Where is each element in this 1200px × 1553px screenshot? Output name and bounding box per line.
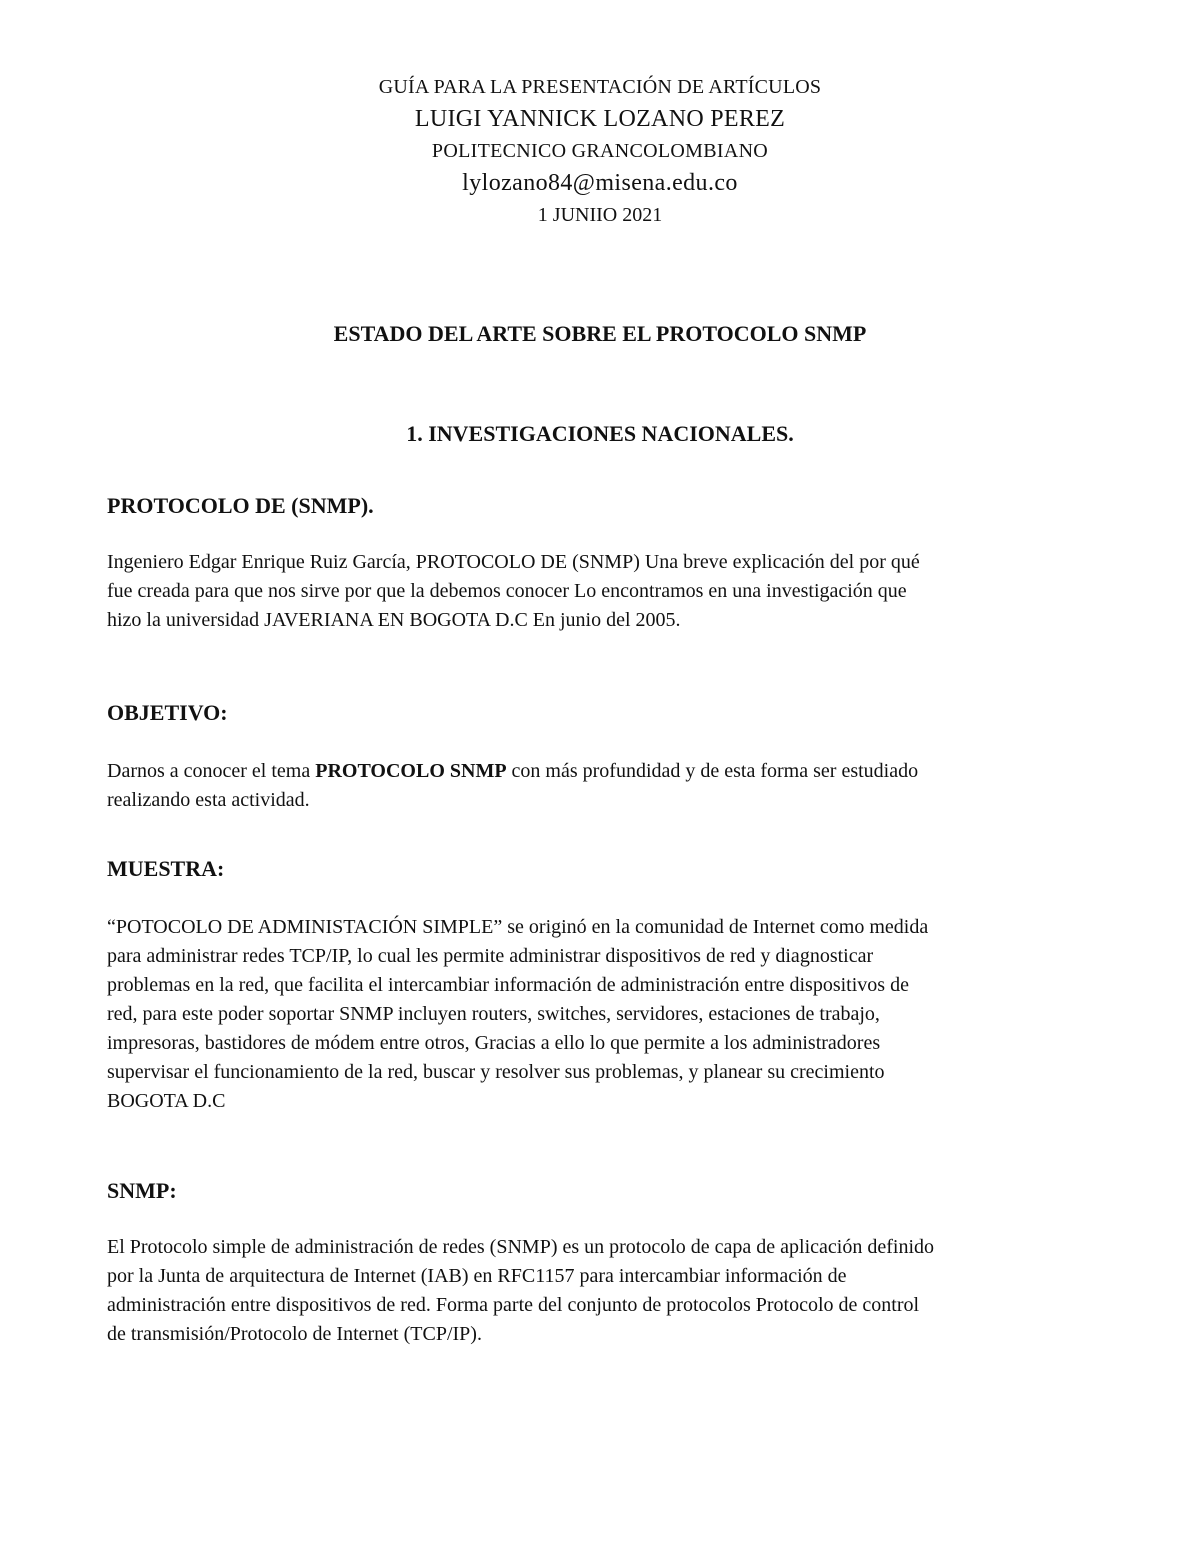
paragraph-line: supervisar el funcionamiento de la red, buscar y resolver sus problemas, y planear su crecimiento	[107, 1061, 885, 1083]
objetivo-text-bold: PROTOCOLO SNMP	[315, 760, 507, 782]
paragraph-objetivo	[107, 757, 1097, 815]
paragraph-line: para administrar redes TCP/IP, lo cual les permite administrar dispositivos de red y diagnosticar	[107, 945, 874, 967]
paragraph-line: hizo la universidad JAVERIANA EN BOGOTA D.C En junio del 2005.	[107, 609, 681, 631]
paragraph-line: administración entre dispositivos de red. Forma parte del conjunto de protocolos Protocolo de control	[107, 1294, 920, 1316]
paragraph-snmp	[107, 1233, 1097, 1349]
paragraph-muestra	[107, 913, 1097, 1116]
paragraph-line: El Protocolo simple de administración de redes (SNMP) es un protocolo de capa de aplicación definido	[107, 1236, 935, 1258]
paragraph-line: realizando esta actividad.	[107, 789, 310, 811]
paragraph-line: “POTOCOLO DE ADMINISTACIÓN SIMPLE” se originó en la comunidad de Internet como medida	[107, 916, 929, 938]
objetivo-text-post: con más profundidad y de esta forma ser estudiado	[506, 760, 919, 782]
objetivo-text-pre: Darnos a conocer el tema	[107, 760, 316, 782]
paragraph-line: BOGOTA D.C	[107, 1090, 226, 1112]
subheading-snmp: SNMP:	[107, 1178, 177, 1203]
subheading-protocolo: PROTOCOLO DE (SNMP).	[107, 493, 374, 518]
paragraph-line: por la Junta de arquitectura de Internet (IAB) en RFC1157 para intercambiar información de	[107, 1265, 847, 1287]
paragraph-line: impresoras, bastidores de módem entre otros, Gracias a ello lo que permite a los administradores	[107, 1032, 881, 1054]
subheading-muestra: MUESTRA:	[107, 856, 225, 881]
institution-name: POLITECNICO GRANCOLOMBIANO	[431, 140, 769, 162]
paragraph-line: red, para este poder soportar SNMP incluyen routers, switches, servidores, estaciones de trabajo,	[107, 1003, 880, 1025]
document-date: 1 JUNIIO 2021	[537, 204, 663, 226]
paragraph-line: de transmisión/Protocolo de Internet (TCP/IP).	[107, 1323, 482, 1345]
paragraph-protocolo	[107, 548, 1097, 635]
author-name: LUIGI YANNICK LOZANO PEREZ	[414, 106, 786, 132]
document-header	[0, 72, 1200, 230]
document-title: ESTADO DEL ARTE SOBRE EL PROTOCOLO SNMP	[333, 321, 867, 346]
author-email: lylozano84@misena.edu.co	[462, 170, 738, 196]
paragraph-line	[107, 757, 1097, 786]
paragraph-line: fue creada para que nos sirve por que la debemos conocer Lo encontramos en una investigación que	[107, 580, 907, 602]
subheading-objetivo: OBJETIVO:	[107, 700, 228, 725]
paragraph-line: Ingeniero Edgar Enrique Ruiz García, PROTOCOLO DE (SNMP) Una breve explicación del por qué	[107, 551, 920, 573]
section-heading-investigaciones: 1. INVESTIGACIONES NACIONALES.	[406, 421, 794, 446]
guide-title: GUÍA PARA LA PRESENTACIÓN DE ARTÍCULOS	[378, 76, 822, 98]
paragraph-line: problemas en la red, que facilita el intercambiar información de administración entre dispositivos de	[107, 974, 909, 996]
